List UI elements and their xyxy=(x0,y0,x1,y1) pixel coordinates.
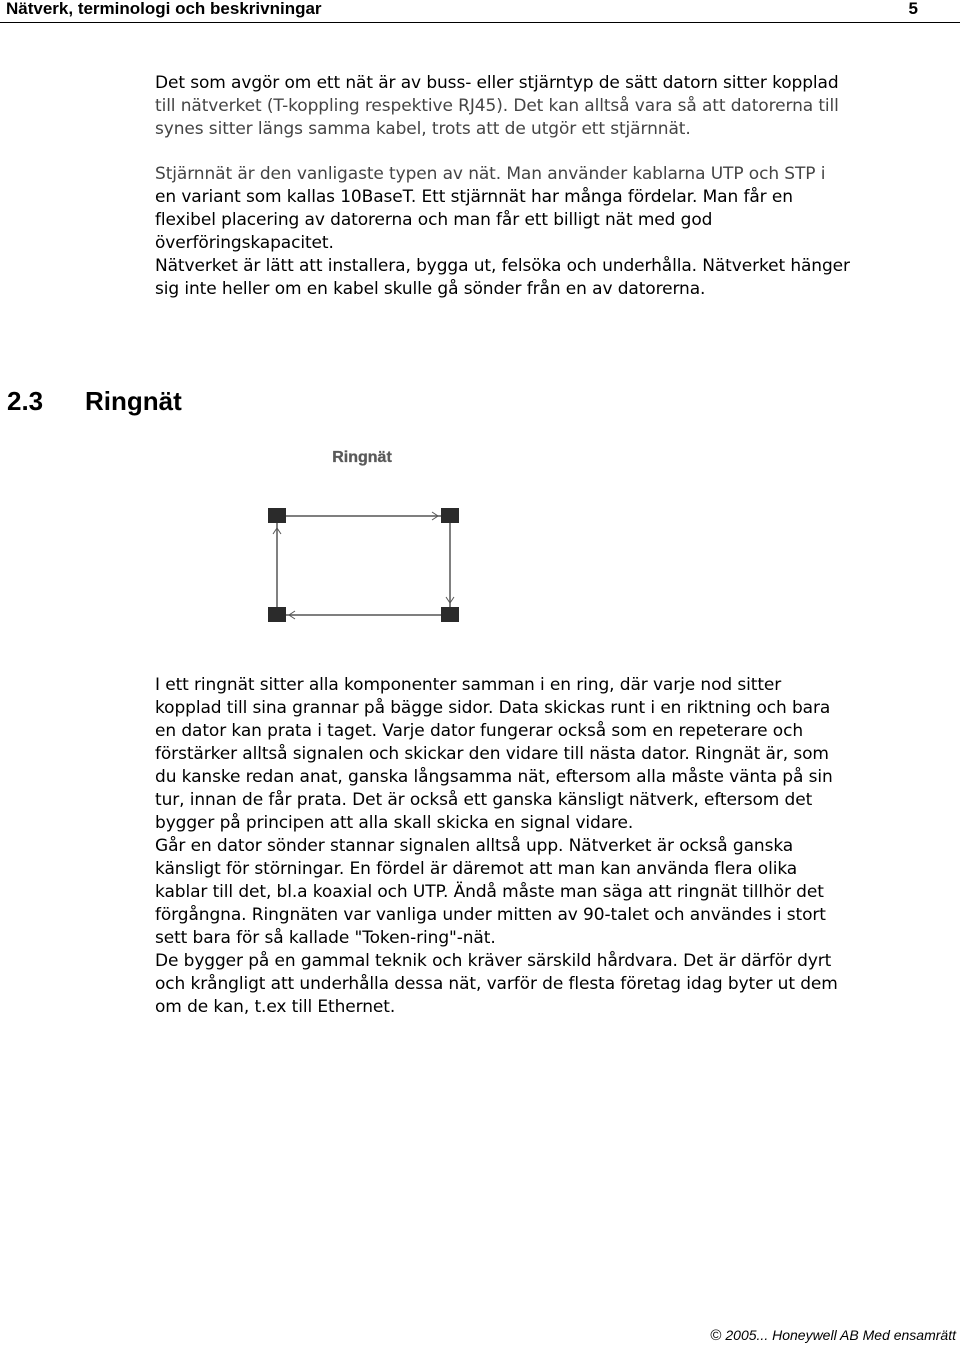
text-line: kopplad till sina grannar på bägge sidor. Data skickas runt i en riktning och bara xyxy=(155,698,831,718)
star-network-paragraph xyxy=(155,163,955,301)
node-bottom-right xyxy=(441,607,459,622)
intro-paragraph xyxy=(155,72,955,141)
diagram-title: Ringnät xyxy=(332,449,392,466)
header-page-number: 5 xyxy=(908,0,918,18)
section-number: 2.3 xyxy=(7,386,44,416)
section-heading xyxy=(7,386,182,416)
text-line: du kanske redan anat, ganska långsamma nät, eftersom alla måste vänta på sin xyxy=(155,767,833,787)
text-line: Går en dator sönder stannar signalen alltså upp. Nätverket är också ganska xyxy=(155,836,794,856)
footer-text: 2005... Honeywell AB Med ensamrätt xyxy=(725,1327,956,1343)
text-line: Det som avgör om ett nät är av buss- eller stjärntyp de sätt datorn sitter kopplad xyxy=(155,73,839,93)
text-line: bygger på principen att alla skall skicka en signal vidare. xyxy=(155,813,634,833)
node-top-left xyxy=(268,508,286,523)
text-line: sig inte heller om en kabel skulle gå sönder från en av datorerna. xyxy=(155,279,706,299)
text-line: förgångna. Ringnäten var vanliga under mitten av 90-talet och användes i stort xyxy=(155,905,826,925)
node-top-right xyxy=(441,508,459,523)
header-rule xyxy=(0,22,960,23)
text-line: Stjärnnät är den vanligaste typen av nät. Man använder kablarna UTP och STP i xyxy=(155,164,826,184)
text-line: tur, innan de får prata. Det är också ett ganska känsligt nätverk, eftersom det xyxy=(155,790,813,810)
page-header xyxy=(0,0,960,22)
text-line: kablar till det, bl.a koaxial och UTP. Ändå måste man säga att ringnät tillhör det xyxy=(155,882,824,902)
node-bottom-left xyxy=(268,607,286,622)
text-line: överföringskapacitet. xyxy=(155,233,334,253)
copyright-symbol: © xyxy=(710,1327,722,1344)
text-line: förstärker alltså signalen och skickar den vidare till nästa dator. Ringnät är, som xyxy=(155,744,829,764)
text-line: till nätverket (T-koppling respektive RJ45). Det kan alltså vara så att datorerna till xyxy=(155,96,839,116)
text-line: synes sitter längs samma kabel, trots att de utgör ett stjärnnät. xyxy=(155,119,691,139)
ring-network-diagram xyxy=(255,440,485,630)
text-line: I ett ringnät sitter alla komponenter samman i en ring, där varje nod sitter xyxy=(155,675,782,695)
text-line: Nätverket är lätt att installera, bygga ut, felsöka och underhålla. Nätverket hänger xyxy=(155,256,850,276)
text-line: De bygger på en gammal teknik och kräver särskild hårdvara. Det är därför dyrt xyxy=(155,951,832,971)
section-title: Ringnät xyxy=(85,386,182,416)
text-line: sett bara för så kallade "Token-ring"-nät. xyxy=(155,928,496,948)
page-footer xyxy=(710,1326,956,1345)
header-title: Nätverk, terminologi och beskrivningar xyxy=(6,0,322,18)
text-line: och krångligt att underhålla dessa nät, varför de flesta företag idag byter ut dem xyxy=(155,974,838,994)
text-line: en variant som kallas 10BaseT. Ett stjärnnät har många fördelar. Man får en xyxy=(155,187,793,207)
text-line: en dator kan prata i taget. Varje dator fungerar också som en repeterare och xyxy=(155,721,804,741)
text-line: känsligt för störningar. En fördel är däremot att man kan använda flera olika xyxy=(155,859,798,879)
text-line: flexibel placering av datorerna och man får ett billigt nät med god xyxy=(155,210,713,230)
ring-network-paragraph xyxy=(155,674,955,1019)
text-line: om de kan, t.ex till Ethernet. xyxy=(155,997,396,1017)
